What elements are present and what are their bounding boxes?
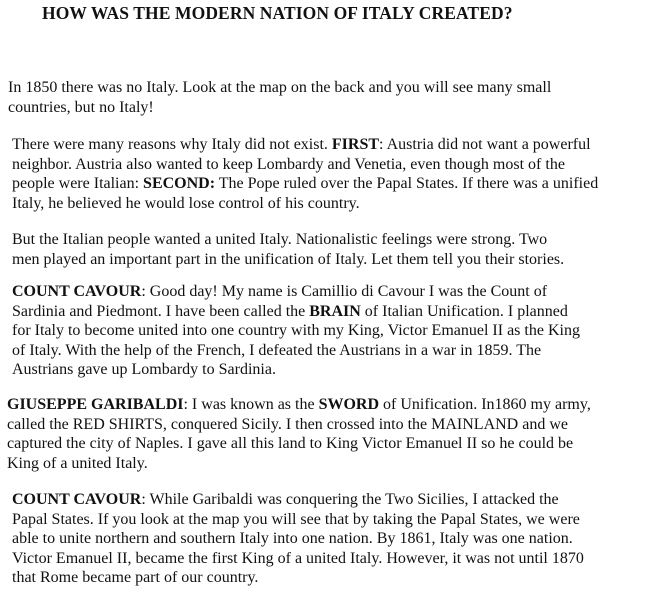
text-line [12, 302, 580, 322]
paragraph-intro [8, 78, 551, 117]
text-line [7, 434, 591, 454]
text-line [12, 194, 598, 214]
text-line [12, 230, 564, 250]
text-line [12, 568, 584, 588]
text-line [12, 282, 580, 302]
text-segment: able to unite northern and southern Italy into one nation. By 1861, Italy was one nation. [12, 530, 573, 547]
paragraph-garibaldi [7, 395, 591, 473]
text-segment: that Rome became part of our country. [12, 569, 259, 586]
text-segment: called the RED SHIRTS, conquered Sicily. I then crossed into the MAINLAND and we [7, 415, 568, 433]
paragraph-reasons [12, 135, 598, 213]
text-line [12, 549, 584, 569]
text-line [12, 135, 598, 155]
text-segment: : While Garibaldi was conquering the Two Sicilies, I attacked the [141, 491, 559, 508]
text-line [12, 155, 598, 175]
text-line [8, 78, 551, 98]
text-segment: people were Italian: [12, 175, 144, 192]
bold-text: SECOND: [143, 175, 216, 192]
text-line [12, 360, 580, 380]
text-segment: Italy, he believed he would lose control of his country. [12, 194, 360, 212]
text-segment: for Italy to become united into one country with my King, Victor Emanuel II as the King [12, 322, 580, 339]
text-segment: Papal States. If you look at the map you will see that by taking the Papal States, we were [12, 510, 580, 528]
paragraph-cavour-2 [12, 490, 584, 588]
bold-text: COUNT CAVOUR [12, 283, 142, 300]
page-title: HOW WAS THE MODERN NATION OF ITALY CREATED? [42, 3, 513, 23]
bold-text: COUNT CAVOUR [12, 491, 142, 508]
text-line [12, 341, 580, 361]
bold-text: FIRST [331, 136, 380, 153]
text-segment: : I was known as the [183, 396, 319, 413]
text-segment: King of a united Italy. [7, 454, 148, 472]
text-segment: Austrians gave up Lombardy to Sardinia. [12, 361, 276, 378]
text-segment: countries, but no Italy! [8, 98, 154, 116]
bold-text: SWORD [318, 396, 380, 413]
text-line [12, 510, 584, 530]
text-segment: of Italy. With the help of the French, I defeated the Austrians in a war in 1859. The [12, 341, 542, 359]
text-segment: neighbor. Austria also wanted to keep Lombardy and Venetia, even though most of the [12, 155, 565, 173]
text-segment: The Pope ruled over the Papal States. If there was a unified [215, 175, 599, 192]
text-segment: Sardinia and Piedmont. I have been called the [12, 302, 310, 320]
text-line [12, 321, 580, 341]
text-line [12, 529, 584, 549]
text-segment: of Italian Unification. I planned [360, 302, 568, 320]
paragraph-nationalism [12, 230, 564, 269]
text-line [12, 250, 564, 270]
text-segment: of Unification. In1860 my army, [379, 396, 591, 413]
text-line [8, 98, 551, 118]
text-line [7, 415, 591, 435]
text-line [12, 174, 598, 194]
text-line [12, 490, 584, 510]
text-segment: But the Italian people wanted a united Italy. Nationalistic feelings were strong. Two [12, 231, 548, 248]
text-line [7, 395, 591, 415]
text-segment: men played an important part in the unification of Italy. Let them tell you their stories. [12, 250, 565, 268]
text-segment: There were many reasons why Italy did not exist. [12, 136, 332, 153]
text-line [7, 454, 591, 474]
bold-text: GIUSEPPE GARIBALDI [7, 396, 184, 413]
paragraph-cavour-1 [12, 282, 580, 380]
text-segment: : Austria did not want a powerful [379, 136, 591, 153]
text-segment: Victor Emanuel II, became the first King of a united Italy. However, it was not until 1870 [12, 549, 584, 567]
text-segment: In 1850 there was no Italy. Look at the map on the back and you will see many small [8, 79, 552, 96]
text-segment: captured the city of Naples. I gave all this land to King Victor Emanuel II so he could be [7, 435, 574, 452]
bold-text: BRAIN [309, 302, 361, 320]
text-segment: : Good day! My name is Camillio di Cavour I was the Count of [141, 283, 548, 300]
